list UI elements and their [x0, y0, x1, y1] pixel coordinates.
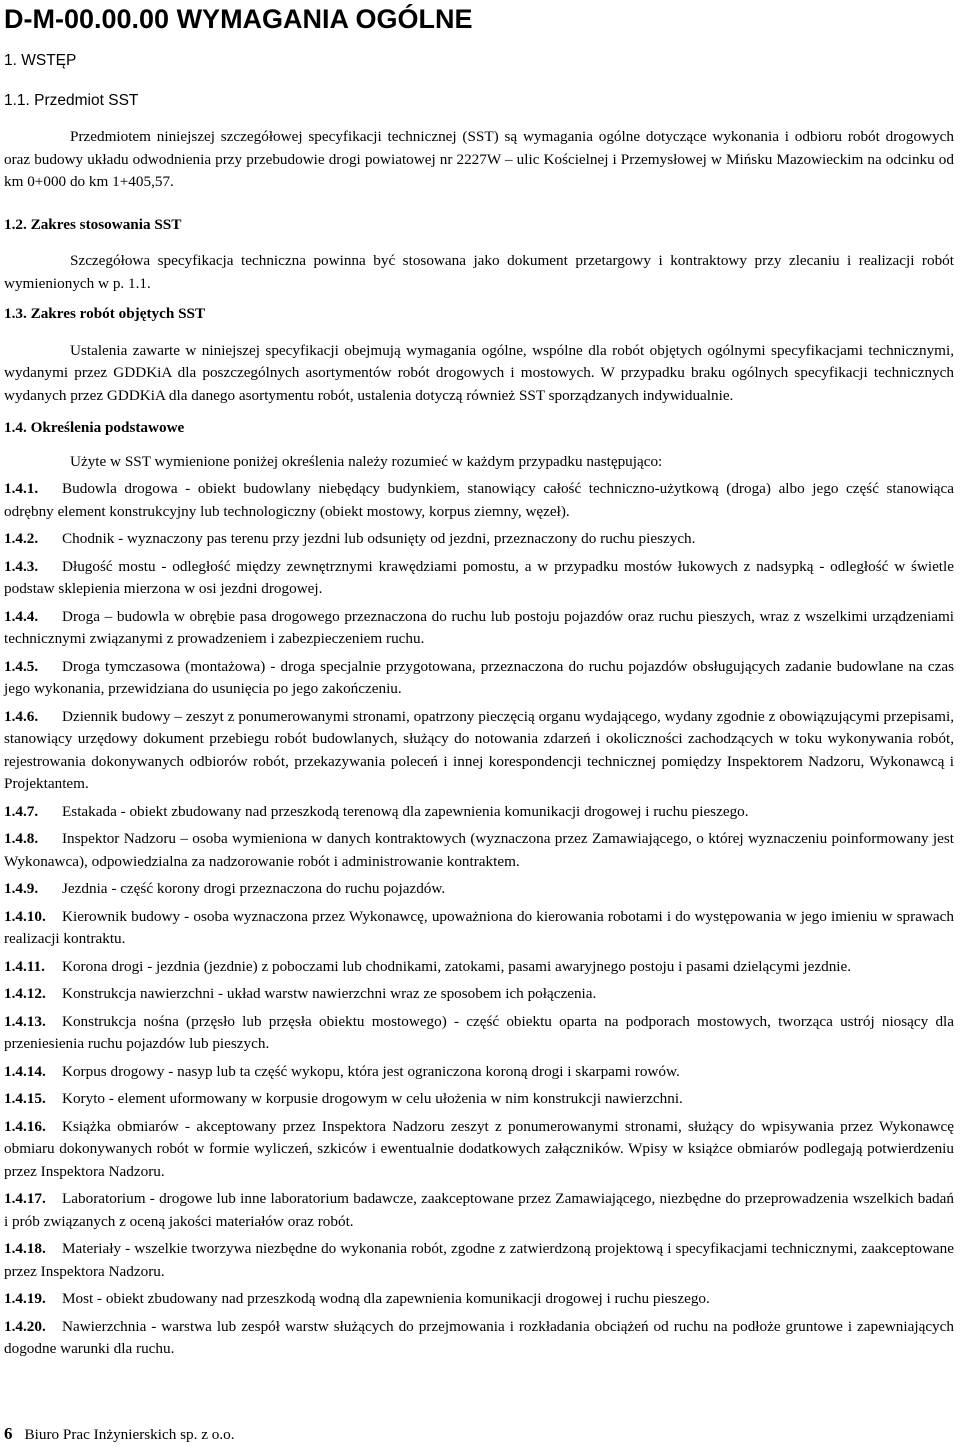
definition-number: 1.4.3. [4, 557, 39, 575]
section-1-2-text: Szczegółowa specyfikacja techniczna powinna być stosowana jako dokument przetargowy i kontraktowy przy zlecaniu i realizacji robót wymienionych w p. 1.1. [4, 252, 954, 292]
definition-item [4, 1238, 954, 1283]
section-1-heading: 1. WSTĘP [4, 52, 77, 69]
definition-item [4, 1061, 954, 1084]
definition-number: 1.4.17. [4, 1190, 46, 1207]
section-1-1-heading: 1.1. Przedmiot SST [4, 91, 139, 109]
page-footer [4, 1424, 235, 1444]
definition-number: 1.4.13. [4, 1012, 46, 1030]
definition-item [4, 1011, 954, 1056]
document-title: D-M-00.00.00 WYMAGANIA OGÓLNE [4, 4, 473, 34]
definition-text: Długość mostu - odległość między zewnętrznymi krawędziami pomostu, a w przypadku mostów łukowych z nadsypką - odległość w świetle podstaw sklepienia mierzona w osi jezdni drogowej. [4, 557, 954, 597]
definition-number: 1.4.2. [4, 530, 39, 547]
definition-number: 1.4.18. [4, 1240, 46, 1257]
definition-number: 1.4.1. [4, 480, 39, 497]
definition-number: 1.4.14. [4, 1062, 46, 1080]
definition-number: 1.4.16. [4, 1117, 46, 1135]
definition-text: Korona drogi - jezdnia (jezdnie) z poboczami lub chodnikami, zatokami, pasami awaryjnego postoju i pasami dzielącymi jezdnie. [62, 957, 852, 975]
definition-item [4, 706, 954, 796]
section-1-4-heading: 1.4. Określenia podstawowe [4, 419, 185, 436]
section-1-3-heading: 1.3. Zakres robót objętych SST [4, 305, 206, 322]
definition-number: 1.4.6. [4, 707, 39, 725]
definition-item [4, 1116, 954, 1184]
section-1-3-text: Ustalenia zawarte w niniejszej specyfikacji obejmują wymagania ogólne, wspólne dla robót objętych ogólnymi specyfikacjami technicznymi, wydanymi przez GDDKiA dla poszczególnych asortymentów robót drogowych i mostowych. W przypadku braku ogólnych specyfikacji technicznych wydanych przez GDDKiA dla danego asortymentu robót, ustalenia dotyczą również SST sporządzanych indywidualnie. [4, 341, 954, 404]
definition-number: 1.4.4. [4, 607, 39, 625]
definition-number: 1.4.15. [4, 1090, 46, 1107]
definition-item [4, 983, 954, 1006]
section-1-4-intro: Użyte w SST wymienione poniżej określenia należy rozumieć w każdym przypadku następująco: [70, 452, 663, 470]
definition-item [4, 828, 954, 873]
definition-item [4, 1288, 954, 1311]
definition-item [4, 656, 954, 701]
definition-number: 1.4.9. [4, 880, 39, 897]
page-number: 6 [4, 1424, 13, 1443]
definition-text: Droga – budowla w obrębie pasa drogowego przeznaczona do ruchu lub postoju pojazdów oraz ruchu pieszych, wraz z wszelkimi urządzeniami technicznymi związanymi z prowadzeniem i zabezpieczeniem ruchu. [4, 607, 954, 647]
definition-item [4, 1316, 954, 1361]
definition-text: Inspektor Nadzoru – osoba wymieniona w danych kontraktowych (wyznaczona przez Zamawiającego, o której wyznaczeniu poinformowany jest Wykonawca), odpowiedzialna za nadzorowanie robót i administrowanie kontraktem. [4, 830, 954, 870]
definition-text: Kierownik budowy - osoba wyznaczona przez Wykonawcę, upoważniona do kierowania robotami i do występowania w jego imieniu w sprawach realizacji kontraktu. [4, 907, 954, 947]
definition-item [4, 606, 954, 651]
definition-item [4, 956, 954, 979]
section-1-2-heading: 1.2. Zakres stosowania SST [4, 215, 182, 233]
definition-text: Materiały - wszelkie tworzywa niezbędne do wykonania robót, zgodne z zatwierdzoną projektową i specyfikacjami technicznymi, zaakceptowane przez Inspektora Nadzoru. [4, 1240, 954, 1280]
definition-text: Książka obmiarów - akceptowany przez Inspektora Nadzoru zeszyt z ponumerowanymi stronami, służący do wpisywania przez Wykonawcę obmiaru dokonywanych robót w formie wyliczeń, szkiców i ewentualnie dodatkowych załączników. Wpisy w książce obmiarów podlegają potwierdzeniu przez Inspektora Nadzoru. [4, 1117, 954, 1180]
definition-text: Dziennik budowy – zeszyt z ponumerowanymi stronami, opatrzony pieczęcią organu wydającego, wydany zgodnie z obowiązującymi przepisami, stanowiący urzędowy dokument przebiegu robót budowlanych, służący do notowania zdarzeń i okoliczności zachodzących w toku wykonywania robót, rejestrowania dokonywanych odbiorów robót, przekazywania poleceń i innej korespondencji technicznej pomiędzy Inspektorem Nadzoru, Wykonawcą i Projektantem. [4, 707, 954, 792]
definition-text: Konstrukcja nawierzchni - układ warstw nawierzchni wraz ze sposobem ich połączenia. [62, 985, 597, 1002]
definition-number: 1.4.11. [4, 957, 45, 975]
definition-text: Laboratorium - drogowe lub inne laboratorium badawcze, zaakceptowane przez Zamawiającego, niezbędne do przeprowadzenia wszelkich badań i prób związanych z oceną jakości materiałów oraz robót. [4, 1190, 954, 1230]
definition-text: Korpus drogowy - nasyp lub ta część wykopu, która jest ograniczona koroną drogi i skarpami rowów. [62, 1062, 680, 1080]
definition-text: Droga tymczasowa (montażowa) - droga specjalnie przygotowana, przeznaczona do ruchu pojazdów obsługujących zadanie budowlane na czas jego wykonania, przewidziana do usunięcia po jego zakończeniu. [4, 657, 954, 697]
definition-number: 1.4.10. [4, 907, 46, 925]
definition-number: 1.4.5. [4, 657, 39, 675]
definition-item [4, 1188, 954, 1233]
definition-item [4, 1088, 954, 1111]
definition-text: Estakada - obiekt zbudowany nad przeszkodą terenową dla zapewnienia komunikacji drogowej i ruchu pieszego. [62, 802, 749, 820]
definition-item [4, 906, 954, 951]
definition-item [4, 801, 954, 824]
definition-item [4, 528, 954, 551]
section-1-1-text: Przedmiotem niniejszej szczegółowej specyfikacji technicznej (SST) są wymagania ogólne dotyczące wykonania i odbioru robót drogowych oraz budowy układu odwodnienia przy przebudowie drogi powiatowej nr 2227W – ulic Kościelnej i Przemysłowej w Mińsku Mazowieckim na odcinku od km 0+000 do km 1+405,57. [4, 128, 954, 190]
definition-number: 1.4.8. [4, 830, 39, 847]
definition-text: Chodnik - wyznaczony pas terenu przy jezdni lub odsunięty od jezdni, przeznaczony do ruchu pieszych. [62, 530, 696, 547]
definition-number: 1.4.19. [4, 1290, 46, 1307]
definition-text: Konstrukcja nośna (przęsło lub przęsła obiektu mostowego) - część obiektu oparta na podporach mostowych, tworząca ustrój niosący dla przeniesienia ruchu pojazdów lub pieszych. [4, 1012, 954, 1052]
definitions-list [4, 478, 954, 1361]
definition-text: Koryto - element uformowany w korpusie drogowym w celu ułożenia w nim konstrukcji nawierzchni. [62, 1090, 683, 1107]
definition-number: 1.4.7. [4, 802, 39, 820]
definition-number: 1.4.12. [4, 985, 46, 1002]
footer-company: Biuro Prac Inżynierskich sp. z o.o. [24, 1426, 235, 1443]
definition-text: Nawierzchnia - warstwa lub zespół warstw służących do przejmowania i rozkładania obciążeń od ruchu na podłoże gruntowe i zapewniających dogodne warunki dla ruchu. [4, 1317, 954, 1357]
definition-text: Most - obiekt zbudowany nad przeszkodą wodną dla zapewnienia komunikacji drogowej i ruchu pieszego. [62, 1290, 710, 1307]
definition-item [4, 878, 954, 901]
definition-item [4, 478, 954, 523]
definition-number: 1.4.20. [4, 1317, 46, 1335]
definition-text: Budowla drogowa - obiekt budowlany niebędący budynkiem, stanowiący całość techniczno-użytkową (droga) albo jego część stanowiąca odrębny element konstrukcyjny lub technologiczny (obiekt mostowy, korpus ziemny, węzeł). [4, 480, 954, 520]
definition-text: Jezdnia - część korony drogi przeznaczona do ruchu pojazdów. [62, 880, 446, 897]
definition-item [4, 556, 954, 601]
